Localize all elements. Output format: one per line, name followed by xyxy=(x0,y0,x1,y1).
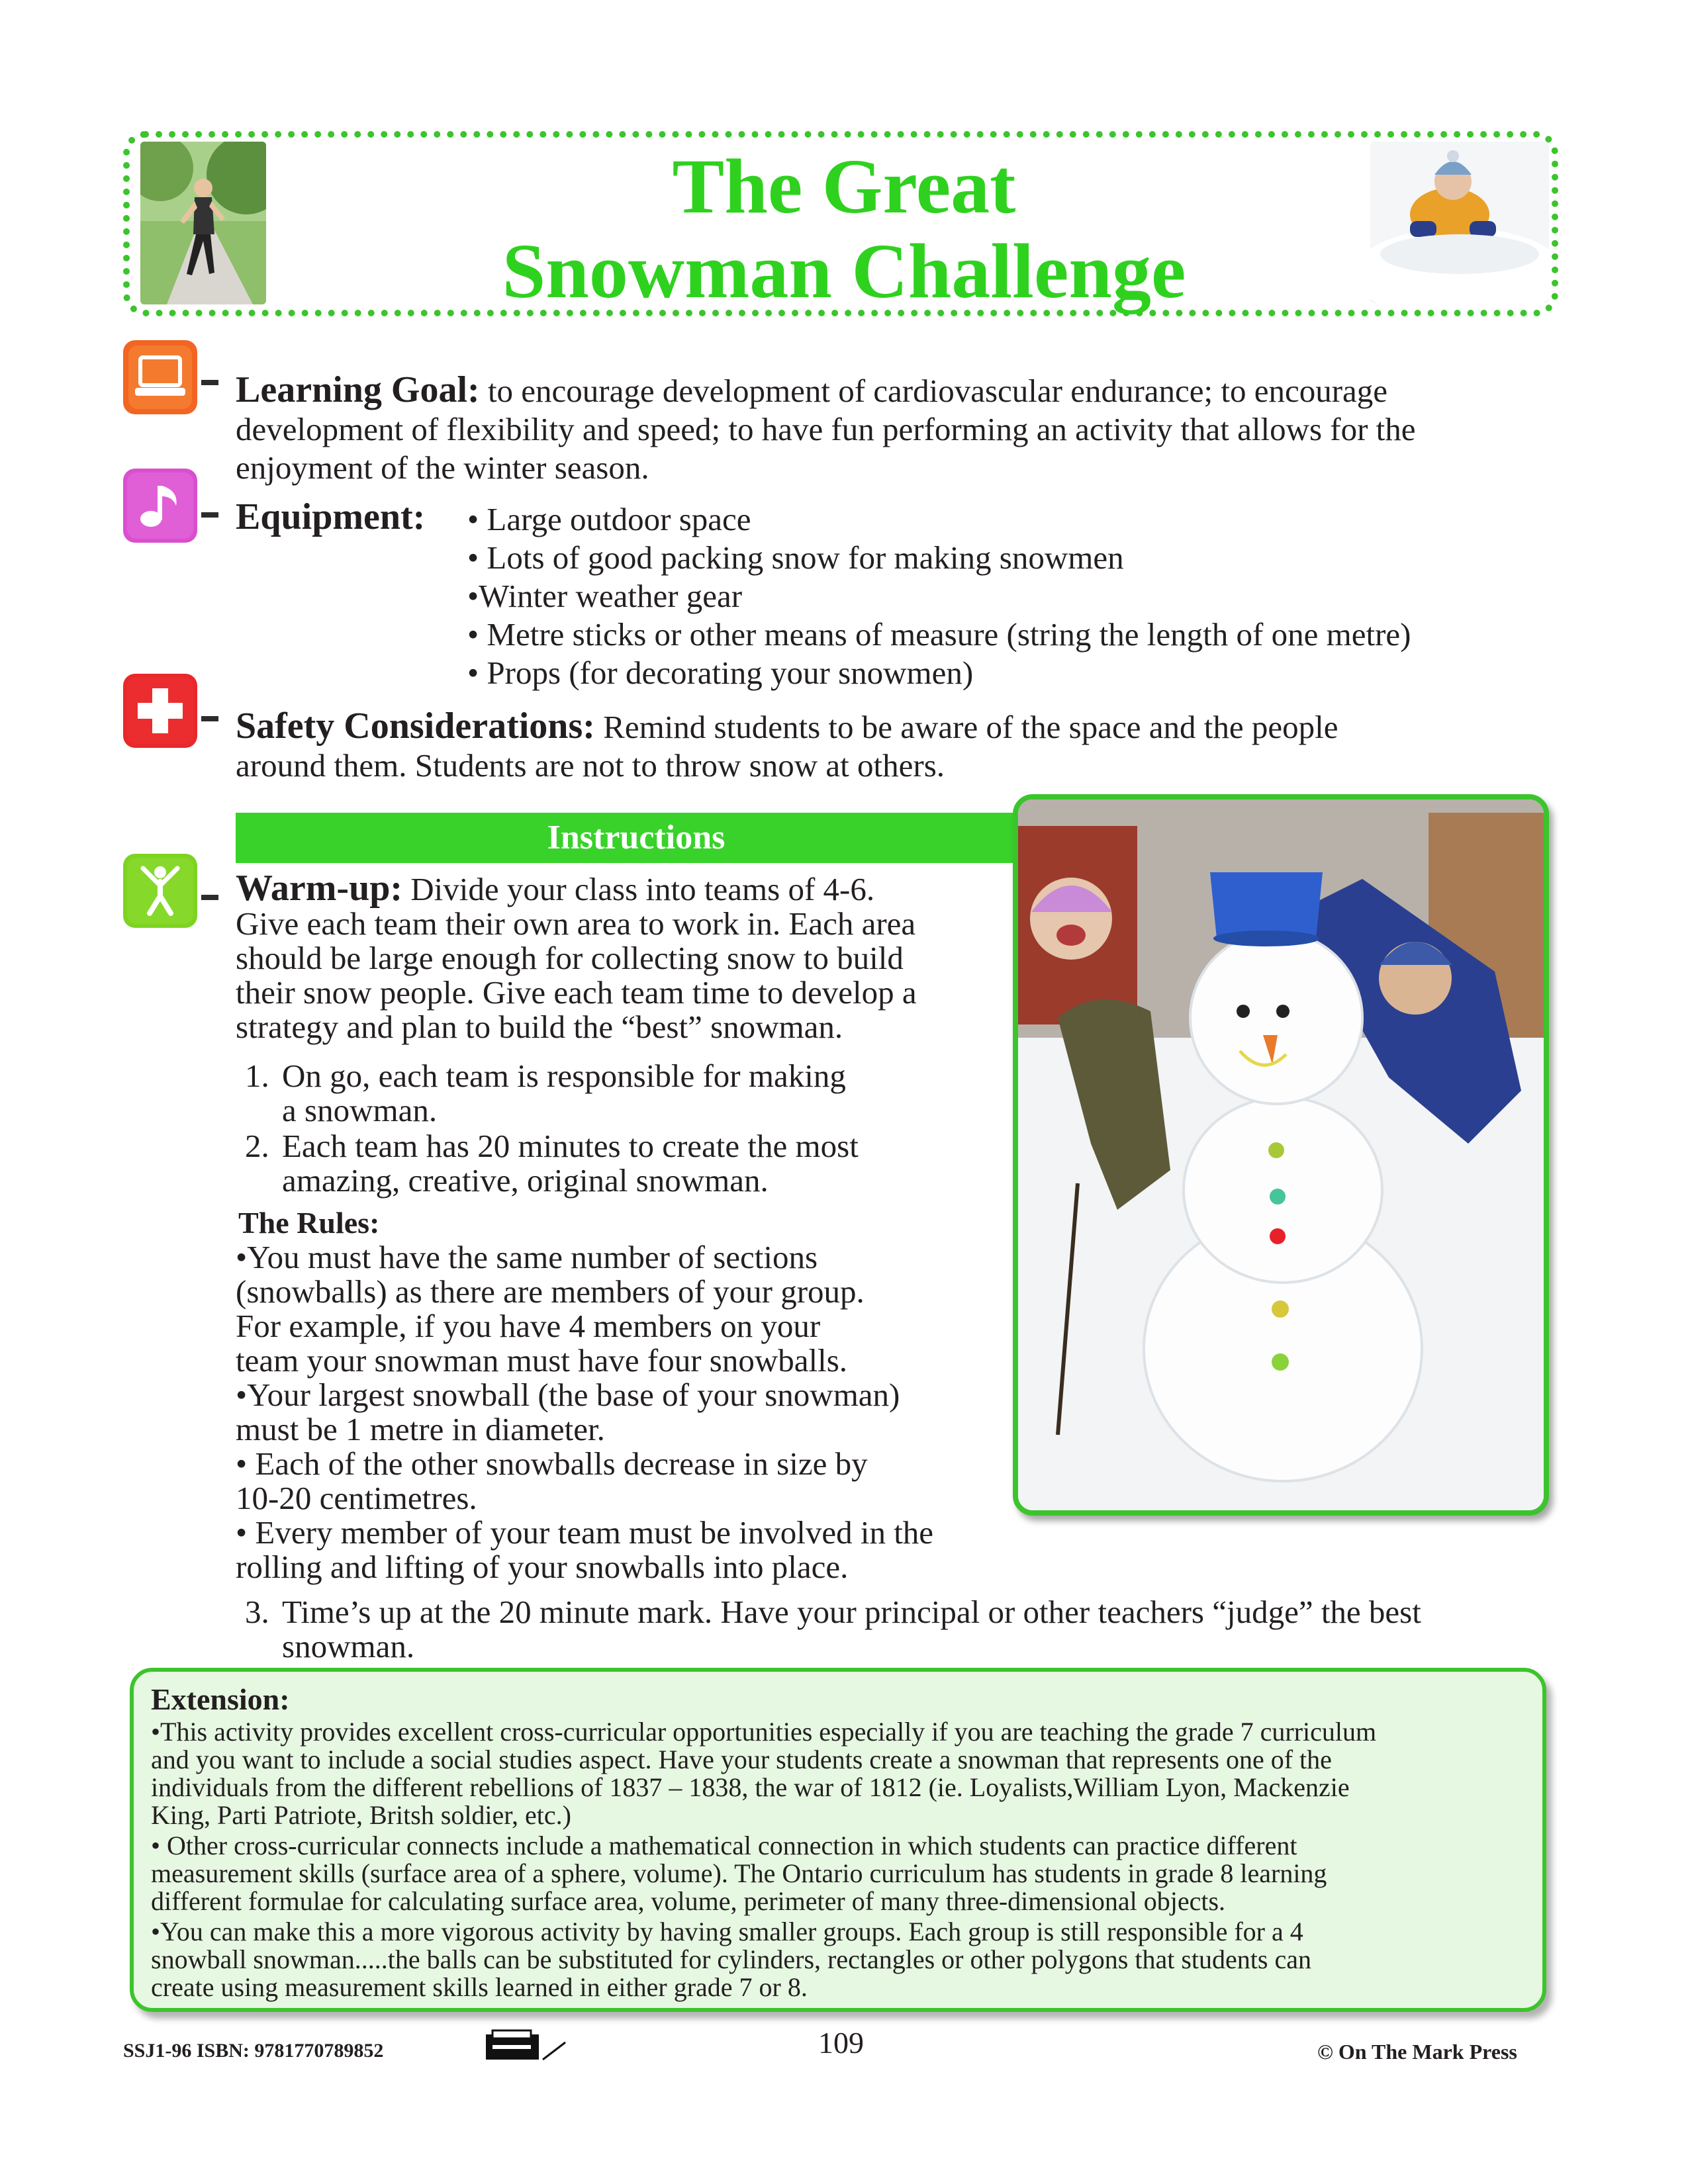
runner-photo xyxy=(140,142,266,304)
page-title xyxy=(344,144,1344,314)
section-dash xyxy=(201,895,218,900)
rules-heading: The Rules: xyxy=(238,1206,380,1240)
page-number: 109 xyxy=(818,2026,864,2060)
rule-line: • Each of the other snowballs decrease in size by xyxy=(236,1445,868,1482)
learning-goal-text: development of flexibility and speed; to have fun performing an activity that allows for the xyxy=(236,411,1416,447)
extension-line: •This activity provides excellent cross-curricular opportunities especially if you are teaching the grade 7 curriculum xyxy=(151,1717,1377,1747)
equipment-item: • Lots of good packing snow for making snowmen xyxy=(467,539,1124,576)
step-number: 1. xyxy=(245,1058,269,1094)
step-3 xyxy=(245,1595,1421,1664)
extension-line: • Other cross-curricular connects include a mathematical connection in which students can practice different xyxy=(151,1831,1297,1860)
warmup-heading: Warm-up: xyxy=(236,868,402,909)
equipment-item: • Metre sticks or other means of measure (string the length of one metre) xyxy=(467,616,1411,653)
extension-line: individuals from the different rebellions of 1837 – 1838, the war of 1812 (ie. Loyalists,William Lyon, Mackenzie xyxy=(151,1772,1350,1802)
rule-line: rolling and lifting of your snowballs into place. xyxy=(236,1549,849,1585)
extension-line: King, Parti Patriote, Britsh soldier, etc.) xyxy=(151,1800,571,1830)
warmup-text: strategy and plan to build the “best” snowman. xyxy=(236,1009,843,1045)
extension-line: •You can make this a more vigorous activity by having smaller groups. Each group is still responsible for a 4 xyxy=(151,1917,1303,1946)
rule-line: team your snowman must have four snowballs. xyxy=(236,1342,848,1379)
extension-line: different formulae for calculating surface area, volume, perimeter of many three-dimensional objects. xyxy=(151,1886,1226,1916)
printer-icon xyxy=(483,2028,569,2065)
rule-line: •You must have the same number of sections xyxy=(236,1239,818,1275)
laptop-icon xyxy=(123,340,197,414)
child-in-snow-photo xyxy=(1370,142,1549,303)
extension-line: create using measurement skills learned in either grade 7 or 8. xyxy=(151,1972,808,2002)
step-2 xyxy=(245,1129,859,1198)
extension-box xyxy=(130,1668,1546,2012)
music-note-icon xyxy=(123,469,197,543)
learning-goal-text: to encourage development of cardiovascular endurance; to encourage xyxy=(479,373,1388,409)
warmup-text: Divide your class into teams of 4-6. xyxy=(402,871,875,907)
rule-line: • Every member of your team must be involved in the xyxy=(236,1514,934,1551)
learning-goal-text: enjoyment of the winter season. xyxy=(236,449,649,486)
section-dash xyxy=(201,716,218,721)
safety-heading: Safety Considerations: xyxy=(236,705,595,747)
extension-line: snowball snowman.....the balls can be substituted for cylinders, rectangles or other polygons that students can xyxy=(151,1944,1311,1974)
section-dash xyxy=(201,380,218,385)
extension-line: and you want to include a social studies aspect. Have your students create a snowman that represents one of the xyxy=(151,1745,1332,1774)
title-line-1: The Great xyxy=(672,143,1016,230)
safety-text: Remind students to be aware of the space and the people xyxy=(594,709,1338,745)
equipment-item: •Winter weather gear xyxy=(467,578,743,614)
step-text: amazing, creative, original snowman. xyxy=(282,1162,769,1199)
snowman-photo xyxy=(1013,794,1549,1516)
rule-line: •Your largest snowball (the base of your snowman) xyxy=(236,1377,900,1413)
instructions-header: Instructions xyxy=(236,813,1037,863)
footer-copyright: © On The Mark Press xyxy=(1317,2040,1517,2064)
title-line-2: Snowman Challenge xyxy=(502,228,1186,314)
warmup-text: Give each team their own area to work in. Each area xyxy=(236,905,916,942)
section-dash xyxy=(201,512,218,518)
extension-heading: Extension: xyxy=(151,1682,290,1716)
learning-goal-heading: Learning Goal: xyxy=(236,369,480,410)
rule-line: must be 1 metre in diameter. xyxy=(236,1411,605,1447)
warmup-section xyxy=(236,868,1010,1045)
safety-section xyxy=(236,707,1553,785)
extension-line: measurement skills (surface area of a sphere, volume). The Ontario curriculum has students in grade 8 learning xyxy=(151,1858,1327,1888)
step-number: 2. xyxy=(245,1128,269,1164)
equipment-item: • Large outdoor space xyxy=(467,501,751,537)
step-text: Time’s up at the 20 minute mark. Have your principal or other teachers “judge” the best xyxy=(282,1594,1421,1630)
step-1 xyxy=(245,1059,846,1128)
step-text: Each team has 20 minutes to create the most xyxy=(282,1128,859,1164)
equipment-item: • Props (for decorating your snowmen) xyxy=(467,655,974,691)
warmup-text: should be large enough for collecting snow to build xyxy=(236,940,904,976)
rule-line: For example, if you have 4 members on your xyxy=(236,1308,821,1344)
step-text: a snowman. xyxy=(282,1092,438,1128)
safety-text: around them. Students are not to throw snow at others. xyxy=(236,747,945,784)
equipment-heading: Equipment: xyxy=(236,496,426,537)
person-jumping-icon xyxy=(123,854,197,928)
footer-code: SSJ1-96 ISBN: 9781770789852 xyxy=(123,2040,384,2062)
learning-goal-section xyxy=(236,371,1553,487)
first-aid-cross-icon xyxy=(123,674,197,748)
warmup-text: their snow people. Give each team time to develop a xyxy=(236,974,917,1011)
step-text: On go, each team is responsible for making xyxy=(282,1058,846,1094)
rule-line: 10-20 centimetres. xyxy=(236,1480,477,1516)
rule-line: (snowballs) as there are members of your group. xyxy=(236,1273,865,1310)
step-text: snowman. xyxy=(282,1628,415,1664)
step-number: 3. xyxy=(245,1594,269,1630)
